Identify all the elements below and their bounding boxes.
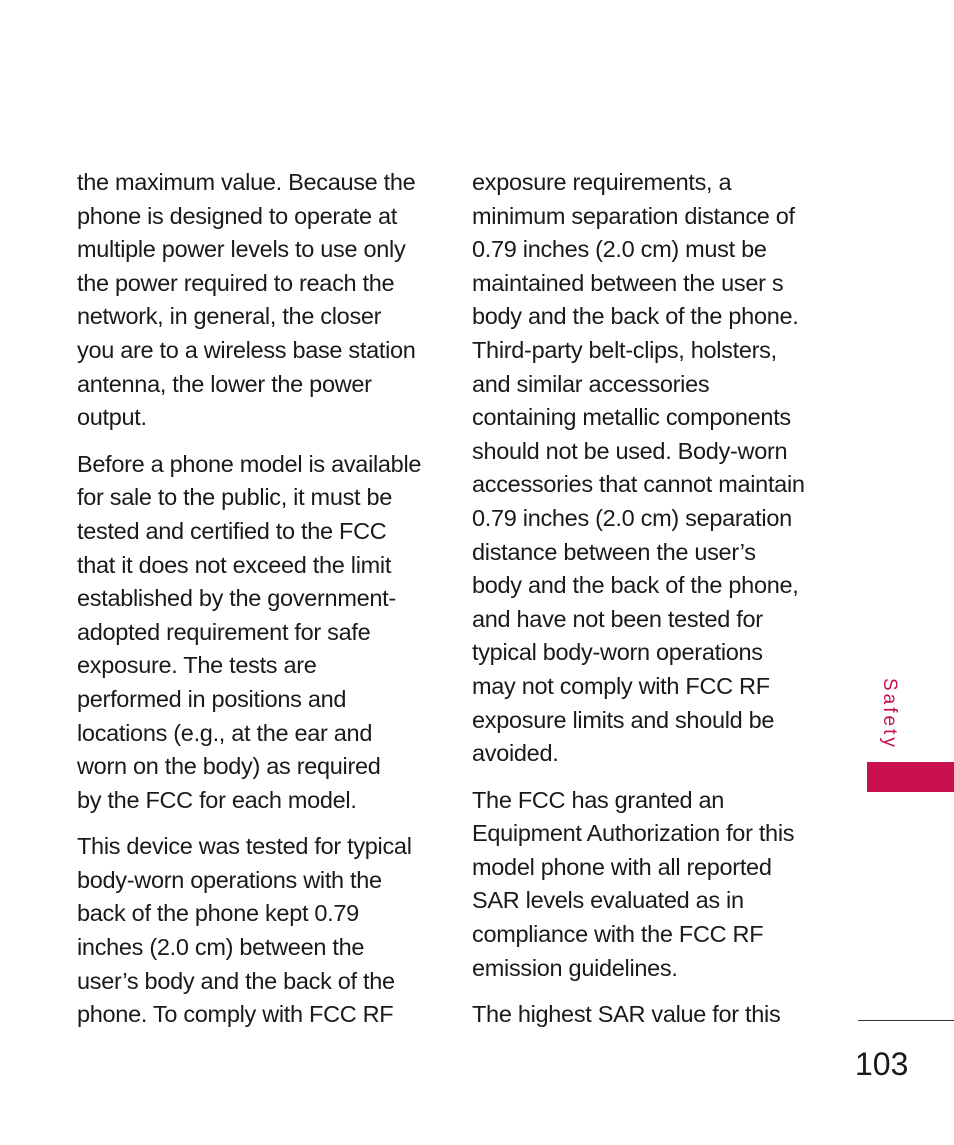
paragraph xyxy=(77,166,442,435)
text-line: for sale to the public, it must be xyxy=(77,484,393,511)
text-line: emission guidelines. xyxy=(472,954,678,981)
text-line: This device was tested for typical xyxy=(77,833,412,860)
text-line: Third-party belt-clips, holsters, xyxy=(472,336,777,363)
text-line: you are to a wireless base station xyxy=(77,336,416,363)
paragraph xyxy=(472,784,832,986)
paragraph xyxy=(77,448,442,818)
text-line: exposure limits and should be xyxy=(472,706,775,733)
text-line: exposure requirements, a xyxy=(472,169,732,195)
text-line: may not comply with FCC RF xyxy=(472,672,770,699)
text-line: 0.79 inches (2.0 cm) separation xyxy=(472,504,792,531)
text-line: network, in general, the closer xyxy=(77,303,382,330)
text-line: and similar accessories xyxy=(472,370,710,397)
text-line: multiple power levels to use only xyxy=(77,236,406,263)
text-line: user’s body and the back of the xyxy=(77,967,395,994)
left-text-column xyxy=(77,166,442,1045)
text-line: avoided. xyxy=(472,740,559,767)
text-line: inches (2.0 cm) between the xyxy=(77,934,365,961)
paragraph xyxy=(472,998,832,1032)
text-line: worn on the body) as required xyxy=(77,753,381,780)
text-line: phone. To comply with FCC RF xyxy=(77,1001,394,1028)
text-line: phone is designed to operate at xyxy=(77,202,397,229)
text-line: model phone with all reported xyxy=(472,853,772,880)
text-line: tested and certified to the FCC xyxy=(77,517,387,544)
text-line: containing metallic components xyxy=(472,404,791,431)
text-line: compliance with the FCC RF xyxy=(472,921,764,948)
text-line: and have not been tested for xyxy=(472,605,763,632)
paragraph xyxy=(77,830,442,1032)
text-line: maintained between the user s xyxy=(472,269,784,296)
right-text-column xyxy=(472,166,832,1045)
text-line: SAR levels evaluated as in xyxy=(472,887,744,914)
text-line: body-worn operations with the xyxy=(77,866,382,893)
text-line: adopted requirement for safe xyxy=(77,618,371,645)
text-line: body and the back of the phone. xyxy=(472,303,799,330)
text-line: established by the government- xyxy=(77,585,396,612)
text-line: body and the back of the phone, xyxy=(472,572,799,599)
text-line: should not be used. Body-worn xyxy=(472,437,788,464)
section-tab-marker xyxy=(867,762,954,792)
text-line: 0.79 inches (2.0 cm) must be xyxy=(472,236,767,263)
text-line: typical body-worn operations xyxy=(472,639,763,666)
footer-divider xyxy=(858,1020,954,1021)
text-line: Before a phone model is available xyxy=(77,450,422,477)
text-line: performed in positions and xyxy=(77,685,347,712)
section-tab-label: Safety xyxy=(879,678,900,750)
paragraph xyxy=(472,166,832,771)
text-line: locations (e.g., at the ear and xyxy=(77,719,373,746)
text-line: antenna, the lower the power xyxy=(77,370,372,397)
text-line: minimum separation distance of xyxy=(472,202,795,229)
text-line: by the FCC for each model. xyxy=(77,786,357,813)
text-line: distance between the user’s xyxy=(472,538,756,565)
text-line: that it does not exceed the limit xyxy=(77,551,392,578)
text-line: output. xyxy=(77,404,147,431)
text-line: exposure. The tests are xyxy=(77,652,317,679)
text-line: back of the phone kept 0.79 xyxy=(77,900,359,927)
page-number: 103 xyxy=(855,1046,909,1082)
text-line: the power required to reach the xyxy=(77,269,395,296)
text-line: the maximum value. Because the xyxy=(77,169,416,195)
text-line: Equipment Authorization for this xyxy=(472,820,795,847)
text-line: The FCC has granted an xyxy=(472,786,725,813)
text-line: accessories that cannot maintain xyxy=(472,471,805,498)
text-line: The highest SAR value for this xyxy=(472,1001,781,1028)
